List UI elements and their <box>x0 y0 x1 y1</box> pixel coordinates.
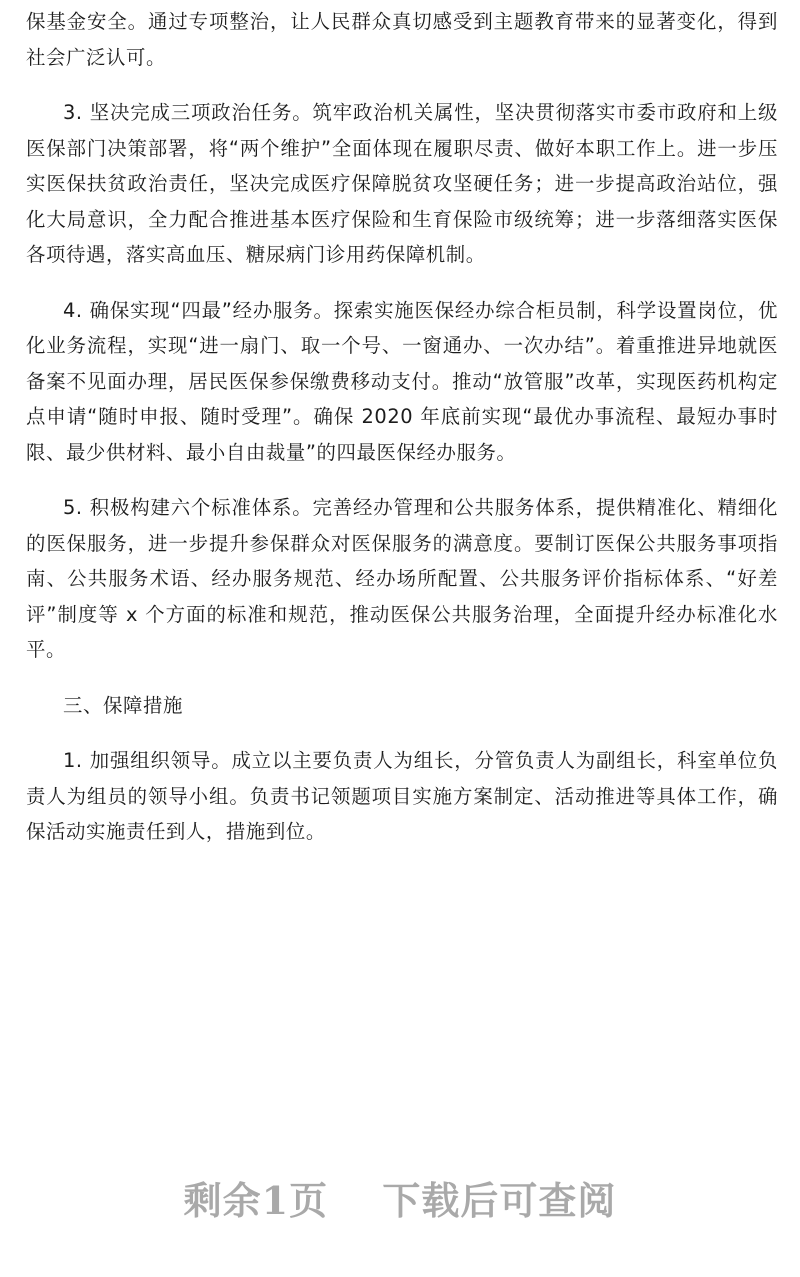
paragraph-item-5: 5. 积极构建六个标准体系。完善经办管理和公共服务体系，提供精准化、精细化的医保服务，进一步提升参保群众对医保服务的满意度。要制订医保公共服务事项指南、公共服务术语、经办服务规范、经办场所配置、公共服务评价指标体系、“好差评”制度等 x 个方面的标准和规范，推动医保公共服务治理，全面提升经办标准化水平。 <box>26 496 778 661</box>
download-to-view-label[interactable]: 下载后可查阅 <box>382 1178 617 1223</box>
section-heading: 三、保障措施 <box>63 693 183 717</box>
paragraph-continued: 保基金安全。通过专项整治，让人民群众真切感受到主题教育带来的显著变化，得到社会广泛认可。 <box>26 10 778 69</box>
download-prompt[interactable] <box>0 1170 800 1225</box>
paragraph-measure-1: 1. 加强组织领导。成立以主要负责人为组长，分管负责人为副组长，科室单位负责人为组员的领导小组。负责书记领题项目实施方案制定、活动推进等具体工作，确保活动实施责任到人，措施到位。 <box>26 749 778 843</box>
document-body <box>26 4 778 870</box>
remaining-pages-label[interactable]: 剩余1页 <box>183 1178 329 1223</box>
paragraph-item-3: 3. 坚决完成三项政治任务。筑牢政治机关属性，坚决贯彻落实市委市政府和上级医保部门决策部署，将“两个维护”全面体现在履职尽责、做好本职工作上。进一步压实医保扶贫政治责任，坚决完成医疗保障脱贫攻坚硬任务；进一步提高政治站位，强化大局意识，全力配合推进基本医疗保险和生育保险市级统筹；进一步落细落实医保各项待遇，落实高血压、糖尿病门诊用药保障机制。 <box>26 101 778 266</box>
paragraph-item-4: 4. 确保实现“四最”经办服务。探索实施医保经办综合柜员制，科学设置岗位，优化业务流程，实现“进一扇门、取一个号、一窗通办、一次办结”。着重推进异地就医备案不见面办理，居民医保参保缴费移动支付。推动“放管服”改革，实现医药机构定点申请“随时申报、随时受理”。确保 2020 年底前实现“最优办事流程、最短办事时限、最少供材料、最小自由裁量”的四最医保经办服务。 <box>26 298 778 464</box>
